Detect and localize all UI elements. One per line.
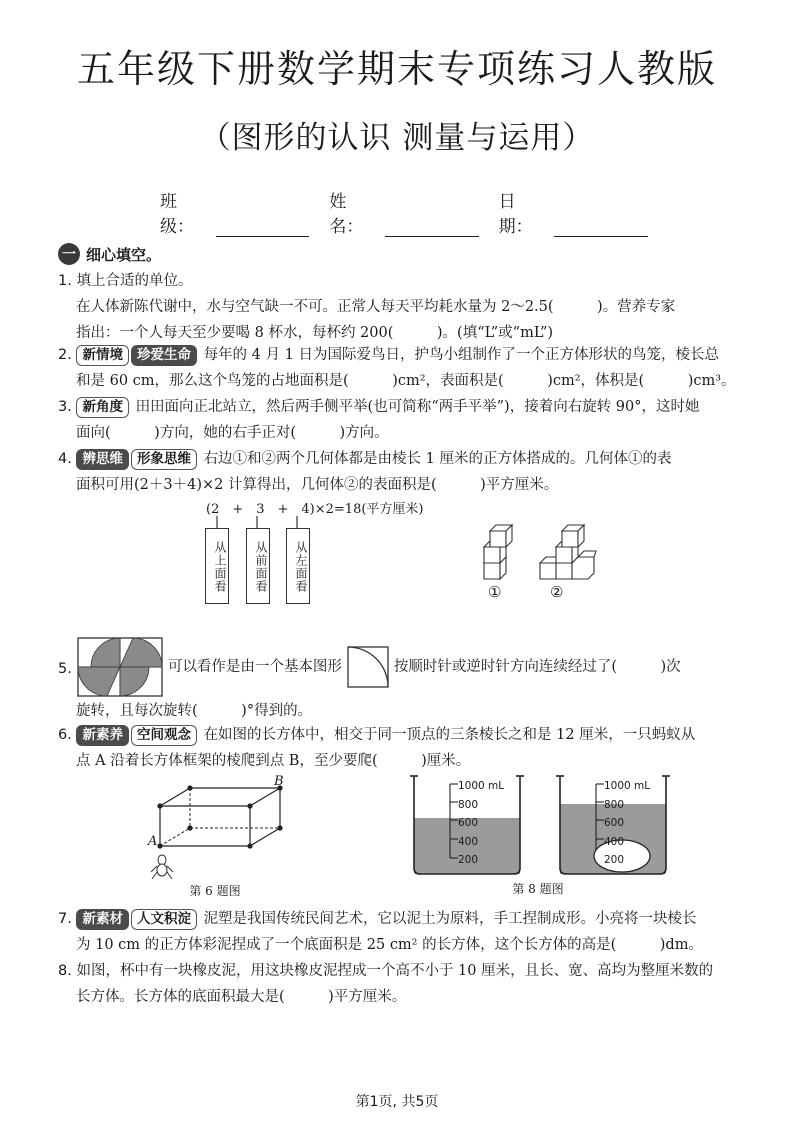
question-text: 填上合适的单位。 [76,273,193,289]
point-a-label: A [148,834,158,849]
question-text: 指出：一个人每天至少要喝 8 杯水，每杯约 200( )。(填“L”或“mL”) [76,325,554,341]
question-text: 面向( )方向，她的右手正对( )方向。 [76,425,389,441]
question-number: 7. [58,911,72,927]
question-number: 6. [58,727,72,743]
question-number: 1. [58,273,72,289]
question-4 [58,446,748,498]
tag-humanities: 人文积淀 [131,909,197,930]
question-7 [58,906,748,958]
q8-beakers-figure [408,772,670,898]
question-text: 面积可用(2＋3＋4)×2 计算得出，几何体②的表面积是( )平方厘米。 [76,477,559,493]
question-text: 和是 60 cm，那么这个鸟笼的占地面积是( )cm²，表面积是( )cm²，体积是( )cm³。 [76,373,736,389]
question-2 [58,342,748,394]
cuboid-drawing [140,776,300,886]
date-field[interactable] [554,218,648,237]
tag-new-angle: 新角度 [76,397,129,418]
question-text: 点 A 沿着长方体框架的棱爬到点 B，至少要爬( )厘米。 [76,753,471,769]
point-b-label: B [274,774,284,789]
beaker-1-scale: 1000 mL 800 600 400 200 [458,780,505,866]
class-label: 班级： [160,192,194,237]
question-text: 在人体新陈代谢中，水与空气缺一不可。正常人每天平均耗水量为 2～2.5( )。营养专家 [76,299,676,315]
page-title: 五年级下册数学期末专项练习人教版 [76,47,717,91]
q4-solids-figure [470,505,610,605]
date-label: 日期： [498,192,533,237]
student-info-line [160,187,660,237]
question-1 [58,268,748,346]
page-footer: 第1页, 共5页 [355,1094,439,1110]
question-text: 在如图的长方体中，相交于同一顶点的三条棱长之和是 12 厘米，一只蚂蚁从 [203,727,696,743]
tag-new-literacy: 新素养 [76,725,129,746]
pinwheel-icon [76,636,164,698]
surface-area-formula: (2 + 3 + 4)×2=18(平方厘米) [206,502,424,517]
question-text: 旋转，且每次旋转( )°得到的。 [76,703,313,719]
section-number-badge: 一 [58,243,80,265]
page-subtitle: （图形的认识 测量与运用） [199,120,595,156]
figure-8-caption: 第 8 题图 [512,882,564,896]
name-label: 姓名： [329,192,364,237]
question-5 [58,636,748,724]
tag-new-context: 新情境 [76,345,129,366]
question-text: 田田面向正北站立，然后两手侧平举(也可简称“两手平举”)，接着向右旋转 90°，这时她 [135,399,700,415]
class-field[interactable] [216,218,310,237]
question-3 [58,394,748,446]
question-text: 为 10 cm 的正方体彩泥捏成了一个底面积是 25 cm² 的长方体，这个长方体的高是( )dm。 [76,937,703,953]
solid-2-label: ② [550,583,564,601]
tag-cherish-life: 珍爱生命 [131,345,197,366]
tag-visual-thinking: 形象思维 [131,449,197,470]
section-heading [58,243,161,265]
question-number: 2. [58,347,72,363]
solid-1-label: ① [488,583,502,601]
quarter-arc-icon [346,645,390,689]
question-text: 长方体。长方体的底面积最大是( )平方厘米。 [76,989,407,1005]
question-number: 4. [58,451,72,467]
question-number: 8. [58,963,72,979]
question-text: 按顺时针或逆时针方向连续经过了( )次 [393,659,681,675]
section-title: 细心填空。 [86,245,162,264]
q4-views-figure [200,498,440,608]
view-connector-lines [200,498,440,608]
question-text: 可以看作是由一个基本图形 [167,659,342,675]
q6-cuboid-figure [140,776,300,896]
figure-6-caption: 第 6 题图 [189,884,241,898]
tag-new-material: 新素材 [76,909,129,930]
view-left-box: 从左面看 [286,528,310,604]
question-6 [58,722,748,774]
view-front-box: 从前面看 [246,528,270,604]
question-number: 5. [58,661,72,677]
question-8 [58,958,748,1010]
question-text: 每年的 4 月 1 日为国际爱鸟日，护鸟小组制作了一个正方体形状的鸟笼，棱长总 [203,347,719,363]
question-number: 3. [58,399,72,415]
name-field[interactable] [385,218,479,237]
tag-thinking: 辨思维 [76,449,129,470]
question-text: 右边①和②两个几何体都是由棱长 1 厘米的正方体搭成的。几何体①的表 [203,451,672,467]
beaker-2-scale: 1000 mL 800 600 400 200 [604,780,651,866]
view-top-box: 从上面看 [205,528,229,604]
tag-spatial-concept: 空间观念 [131,725,197,746]
question-text: 泥塑是我国传统民间艺术，它以泥土为原料，手工捏制成形。小亮将一块棱长 [203,911,697,927]
question-text: 如图，杯中有一块橡皮泥，用这块橡皮泥捏成一个高不小于 10 厘米，且长、宽、高均为整厘米数的 [76,963,714,979]
